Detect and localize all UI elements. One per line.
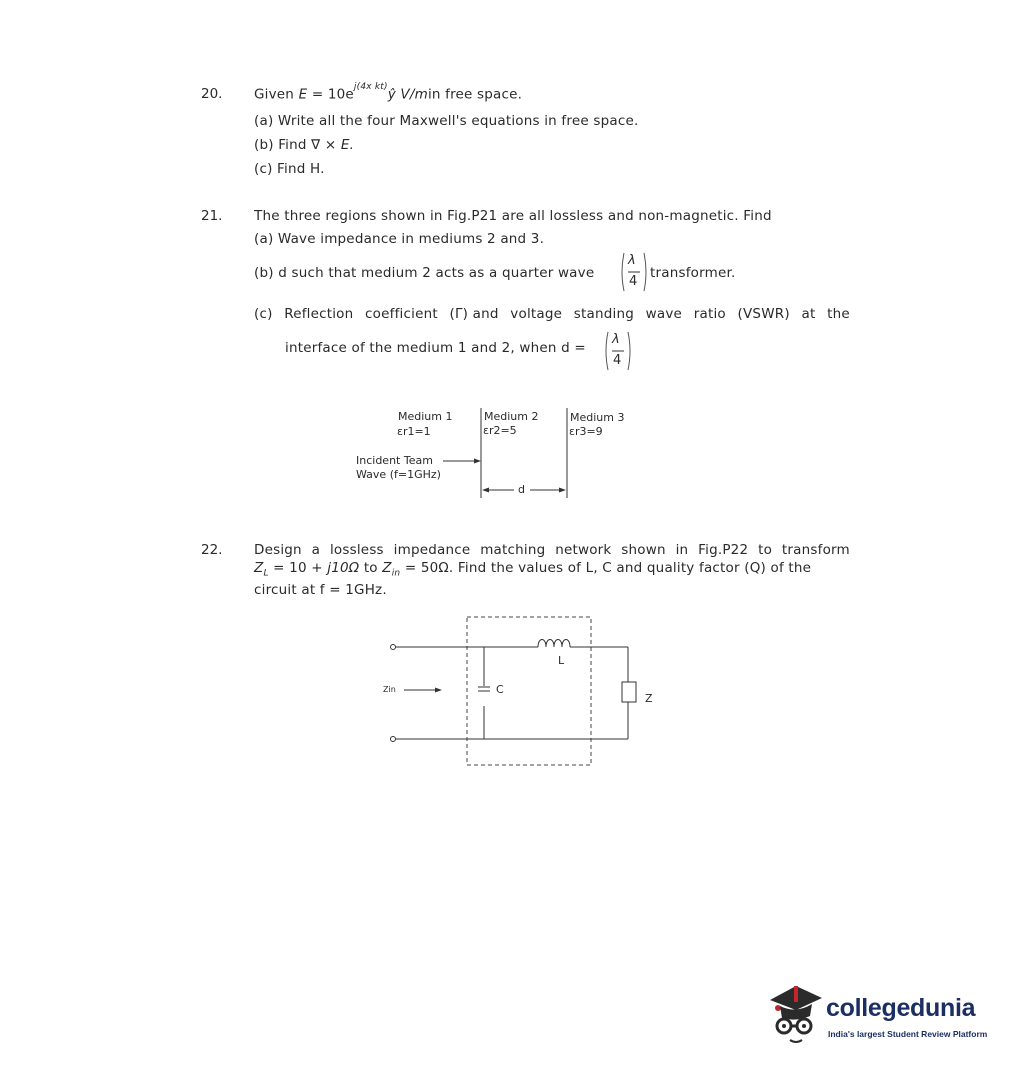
q20-e-symbol: E [298,86,308,103]
q21-part-c-line1 [254,306,850,322]
q21-c-word: coefficient [365,306,438,322]
q21-c-lambda: λ [612,332,620,347]
q22-word: Design [254,542,302,558]
q20-given: Given [254,86,295,103]
q21-c-word: at [801,306,816,322]
medium-3-label: Medium 3 [570,411,625,424]
q20-part-b [254,137,354,153]
mascot-icon [766,978,826,1050]
q22-zin-eq: = 50Ω. Find the values of L, C and quality factor (Q) of the [404,560,812,576]
inductor-coil [538,640,570,648]
load-impedance-box [622,682,636,702]
q20-curl-e: ∇ × E. [311,137,355,153]
q22-zin-sub: in [391,568,401,579]
q20-part-b-prefix: (b) Find [254,137,307,153]
inductor-label: L [558,654,565,667]
q22-word: transform [781,542,850,558]
q20-stem [254,82,523,103]
q21-c-four: 4 [613,353,622,368]
q21-part-b-suffix: transformer. [650,265,736,281]
q21-c-word: standing [573,306,634,322]
q22-word: Fig.P22 [698,542,749,558]
d-arrow-left-head [482,488,489,493]
network-dashed-box [467,617,591,765]
q22-zl: Z [254,560,264,576]
q22-to: to [363,560,378,576]
q22-word: shown [621,542,666,558]
medium-1-label: Medium 1 [398,410,453,423]
medium-1-permittivity: εr1=1 [397,425,431,438]
input-terminal-top [391,645,396,650]
q21-part-c-fraction [603,330,633,372]
q22-word: network [555,542,612,558]
incident-wave-label-line2: Wave (f=1GHz) [356,468,441,481]
q21-c-word: wave [645,306,683,322]
q21-stem: The three regions shown in Fig.P21 are all lossless and non-magnetic. Find [254,208,772,224]
q21-b-lambda: λ [628,253,636,268]
q21-c-word: (VSWR) [737,306,790,322]
distance-d-label: d [518,483,525,496]
medium-2-label: Medium 2 [484,410,539,423]
q20-units: V/m [400,86,428,103]
q22-word: in [675,542,689,558]
q22-word: matching [480,542,546,558]
logo-tagline: India's largest Student Review Platform [828,1029,988,1039]
q22-zl-sub: L [263,568,269,579]
q20-part-a: (a) Write all the four Maxwell's equations in free space. [254,113,639,129]
q21-c-word: the [827,306,850,322]
load-label: Z [645,692,653,705]
q21-c-word: ratio [693,306,726,322]
q22-zin: Z [382,560,392,576]
q22-zl-eq: = 10 + [273,560,323,576]
q22-word: a [311,542,321,558]
q21-c-word: (Γ) and [449,306,499,322]
capacitor-label: C [496,683,504,696]
q22-word: impedance [393,542,471,558]
medium-2-permittivity: εr2=5 [483,424,517,437]
q20-eq: = 10e [311,86,354,103]
d-arrow-right-head [559,488,566,493]
q22-line3: circuit at f = 1GHz. [254,582,387,598]
q20-rest: in free space. [427,86,523,103]
medium-3-permittivity: εr3=9 [569,425,603,438]
logo-wordmark: collegedunia [826,994,976,1022]
incident-arrow-head [474,459,481,464]
q20-unit-vector: ŷ [387,86,396,103]
q21-b-four: 4 [629,274,638,289]
q22-word: to [758,542,773,558]
q20-part-c: (c) Find H. [254,161,325,177]
q22-j10: j10Ω [327,560,360,576]
q21-c-word: Reflection [284,306,354,322]
q21-part-b: (b) d such that medium 2 acts as a quarter wave [254,265,595,281]
zin-label: Zin [383,685,396,694]
zin-arrow-head [435,688,442,693]
q20-number: 20. [201,86,223,102]
q22-word: lossless [329,542,384,558]
q21-part-c-line2: interface of the medium 1 and 2, when d = [285,340,586,356]
q22-number: 22. [201,542,223,558]
q21-c-word: (c) [254,306,273,322]
q21-part-b-fraction [619,251,649,293]
q21-number: 21. [201,208,223,224]
q21-part-a: (a) Wave impedance in mediums 2 and 3. [254,231,545,247]
q20-exponent: j(4x kt) [353,82,388,92]
q22-line2 [254,560,811,579]
q22-line1 [254,542,850,558]
collegedunia-logo [766,978,996,1050]
input-terminal-bottom [391,737,396,742]
q21-c-word: voltage [510,306,563,322]
incident-wave-label-line1: Incident Team [356,454,433,467]
